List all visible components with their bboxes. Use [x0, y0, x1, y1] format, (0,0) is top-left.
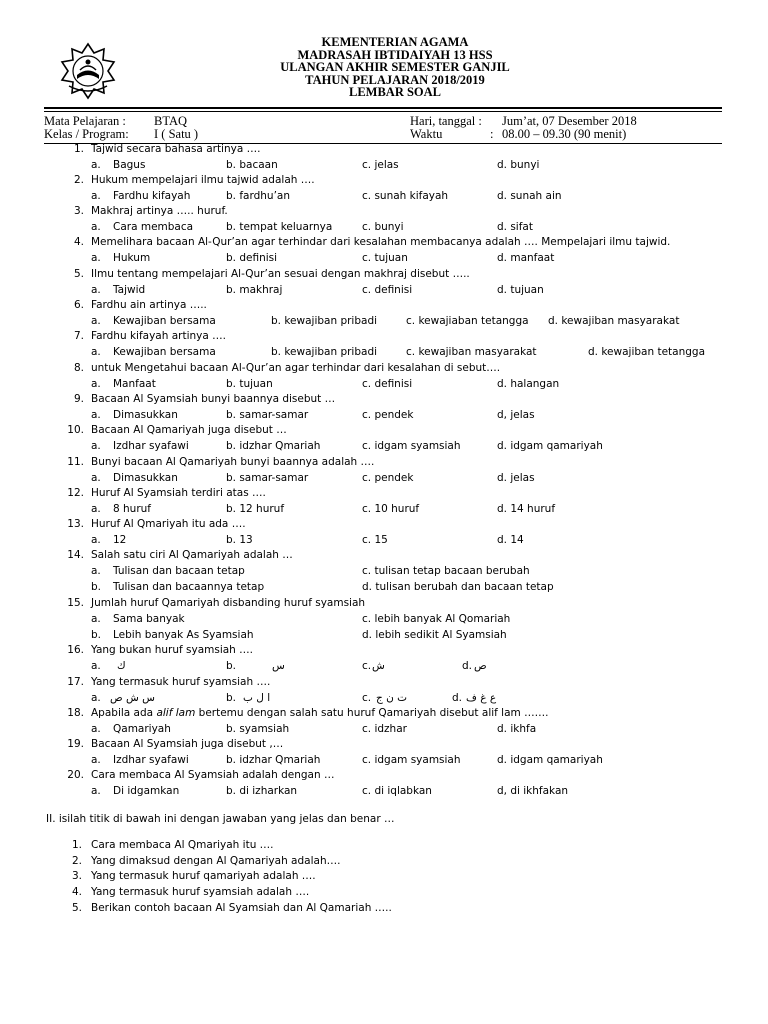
option-a-label: a. — [91, 472, 101, 484]
option-c-text: c. kewajiban masyarakat — [406, 346, 537, 358]
option-b-text: b. kewajiban pribadi — [271, 315, 378, 327]
option-a-text: Fardhu kifayah — [113, 190, 191, 202]
option-c-text: c. sunah kifayah — [362, 190, 449, 202]
option-b-text: b. syamsiah — [226, 723, 290, 735]
option-a-text: Manfaat — [113, 378, 156, 390]
question-text: Fardhu ain artinya ….. — [91, 299, 207, 311]
essay-question-text: Cara membaca Al Qmariyah itu …. — [91, 839, 274, 851]
school-header — [0, 36, 768, 99]
sheet-title: LEMBAR SOAL — [348, 85, 442, 99]
option-b-text: b. 12 huruf — [226, 503, 285, 515]
option-a-text: Qamariyah — [113, 723, 171, 735]
option-b-text: b. di izharkan — [226, 785, 298, 797]
option-c-text: c. idgam syamsiah — [362, 754, 461, 766]
option-a-label: a. — [91, 221, 101, 233]
question-number: 2. — [73, 174, 84, 186]
question-text: untuk Mengetahui bacaan Al-Qur’an agar terhindar dari kesalahan di sebut…. — [91, 362, 501, 374]
option-d-text: d. idgam qamariyah — [497, 440, 603, 452]
question-number: 1. — [73, 143, 84, 155]
question-text: Cara membaca Al Syamsiah adalah dengan … — [91, 769, 335, 781]
option-c-text: c. jelas — [362, 159, 399, 171]
option-d-arabic: ع غ ف — [466, 692, 497, 704]
option-c-arabic: ت ن ج — [376, 692, 408, 704]
option-a-text: Izdhar syafawi — [113, 440, 189, 452]
question-text: Bacaan Al Syamsiah juga disebut ,… — [91, 738, 284, 750]
option-a-label: a. — [91, 660, 101, 672]
ministry-title: KEMENTERIAN AGAMA — [321, 35, 469, 49]
question-text: Yang termasuk huruf syamsiah …. — [91, 676, 271, 688]
question-text: Jumlah huruf Qamariyah disbanding huruf syamsiah — [91, 597, 366, 609]
option-a-label: a. — [91, 613, 101, 625]
option-a-arabic: ك — [117, 660, 126, 672]
essay-number: 1. — [71, 839, 82, 851]
option-c-arabic: ش — [372, 660, 385, 672]
question-text-part: bertemu dengan salah satu huruf Qamariyah disebut alif lam ……. — [195, 707, 549, 719]
option-d-text: d. sifat — [497, 221, 533, 233]
option-c-text: c. di iqlabkan — [362, 785, 432, 797]
question-text: Bacaan Al Syamsiah bunyi baannya disebut … — [91, 393, 336, 405]
question-number: 19. — [67, 738, 84, 750]
option-c-text: c. pendek — [362, 409, 414, 421]
time-value: 08.00 – 09.30 (90 menit) — [502, 127, 627, 141]
question-number: 4. — [73, 236, 84, 248]
option-c-text: c. pendek — [362, 472, 414, 484]
subject-label: Mata Pelajaran : — [44, 114, 126, 128]
option-a-label: a. — [91, 252, 101, 264]
option-c-text: c. bunyi — [362, 221, 404, 233]
option-d-text: d. ikhfa — [497, 723, 537, 735]
school-name: MADRASAH IBTIDAIYAH 13 HSS — [297, 47, 493, 62]
essay-question-text: Yang termasuk huruf syamsiah adalah …. — [91, 886, 310, 898]
date-value: Jum’at, 07 Desember 2018 — [502, 114, 637, 128]
option-c-text: c. 10 huruf — [362, 503, 420, 515]
option-c-text: c. definisi — [362, 284, 413, 296]
option-b-text: b. idzhar Qmariah — [226, 440, 321, 452]
option-d-text: d. halangan — [497, 378, 560, 390]
question-text: Huruf Al Syamsiah terdiri atas …. — [91, 487, 266, 499]
option-a-text: Dimasukkan — [113, 472, 178, 484]
option-b-label: b. — [91, 629, 102, 641]
option-b-text: b. kewajiban pribadi — [271, 346, 378, 358]
option-b-text: b. fardhu’an — [226, 190, 291, 202]
question-number: 12. — [67, 487, 84, 499]
option-b-label: b. — [91, 581, 102, 593]
option-c-text: c. kewajiaban tetangga — [406, 315, 529, 327]
option-d-text: d. manfaat — [497, 252, 555, 264]
question-text: Yang bukan huruf syamsiah …. — [91, 644, 254, 656]
option-d-text: d. bunyi — [497, 159, 540, 171]
question-text: Fardhu kifayah artinya …. — [91, 330, 226, 342]
question-number: 13. — [67, 518, 84, 530]
question-text: Huruf Al Qmariyah itu ada …. — [91, 518, 246, 530]
question-number: 20. — [67, 769, 84, 781]
option-b-text: b. makhraj — [226, 284, 283, 296]
option-d-text: d. kewajiban masyarakat — [548, 315, 680, 327]
option-d-text: d, di ikhfakan — [497, 785, 569, 797]
option-a-text: Di idgamkan — [113, 785, 180, 797]
essay-number: 4. — [71, 886, 82, 898]
option-d-text: d. tujuan — [497, 284, 544, 296]
option-b-text: b. tempat keluarnya — [226, 221, 333, 233]
class-label: Kelas / Program: — [44, 127, 129, 141]
option-a-label: a. — [91, 692, 101, 704]
essay-number: 3. — [71, 870, 82, 882]
class-value: I ( Satu ) — [154, 127, 199, 141]
option-b-text: Tulisan dan bacaannya tetap — [113, 581, 265, 593]
question-text: Salah satu ciri Al Qamariyah adalah … — [91, 549, 293, 561]
question-text — [91, 707, 548, 720]
question-number: 9. — [73, 393, 84, 405]
option-a-label: a. — [91, 440, 101, 452]
option-a-label: a. — [91, 378, 101, 390]
option-d-text: d. 14 — [497, 534, 524, 546]
header-divider-thin — [44, 111, 722, 112]
option-a-text: Tulisan dan bacaan tetap — [113, 565, 245, 577]
option-a-label: a. — [91, 346, 101, 358]
option-a-label: a. — [91, 534, 101, 546]
time-separator: : — [490, 127, 494, 141]
option-c-label: c. — [362, 660, 372, 672]
question-number: 5. — [73, 268, 84, 280]
time-label: Waktu — [410, 127, 443, 141]
option-d-text: d. idgam qamariyah — [497, 754, 603, 766]
option-c-text: c. idzhar — [362, 723, 407, 735]
essay-question-text: Yang dimaksud dengan Al Qamariyah adalah…. — [91, 855, 341, 867]
option-a-label: a. — [91, 284, 101, 296]
option-b-text: Lebih banyak As Syamsiah — [113, 629, 254, 641]
option-d-text: d. sunah ain — [497, 190, 562, 202]
question-number: 10. — [67, 424, 84, 436]
option-a-label: a. — [91, 754, 101, 766]
question-text: Memelihara bacaan Al-Qur’an agar terhindar dari kesalahan membacanya adalah …. Mempelajari ilmu tajwid. — [91, 236, 671, 248]
option-d-text: d. jelas — [497, 472, 535, 484]
option-a-text: 12 — [113, 534, 127, 546]
question-text: Makhraj artinya ….. huruf. — [91, 205, 228, 217]
option-b-text: b. 13 — [226, 534, 253, 546]
option-a-text: Hukum — [113, 252, 151, 264]
question-number: 7. — [73, 330, 84, 342]
option-c-text: c. lebih banyak Al Qomariah — [362, 613, 511, 625]
question-text: Bunyi bacaan Al Qamariyah bunyi baannya adalah …. — [91, 456, 375, 468]
essay-question-text: Yang termasuk huruf qamariyah adalah …. — [91, 870, 316, 882]
question-text-emphasis: alif lam — [156, 707, 196, 719]
essay-number: 2. — [71, 855, 82, 867]
option-d-label: d. — [452, 692, 463, 704]
option-a-text: Kewajiban bersama — [113, 315, 216, 327]
option-c-text: c. tujuan — [362, 252, 408, 264]
question-number: 11. — [67, 456, 84, 468]
option-b-text: b. bacaan — [226, 159, 278, 171]
question-number: 6. — [73, 299, 84, 311]
question-text: Ilmu tentang mempelajari Al-Qur’an sesuai dengan makhraj disebut ….. — [91, 268, 470, 280]
section2-title: II. isilah titik di bawah ini dengan jawaban yang jelas dan benar … — [46, 813, 395, 825]
option-a-label: a. — [91, 315, 101, 327]
option-a-text: Dimasukkan — [113, 409, 178, 421]
question-text: Hukum mempelajari ilmu tajwid adalah …. — [91, 174, 315, 186]
option-a-label: a. — [91, 190, 101, 202]
option-c-text: c. idgam syamsiah — [362, 440, 461, 452]
option-b-arabic: ا ل ب — [243, 692, 271, 704]
date-label: Hari, tanggal : — [410, 114, 482, 128]
option-c-text: c. 15 — [362, 534, 388, 546]
question-text: Bacaan Al Qamariyah juga disebut … — [91, 424, 287, 436]
option-a-label: a. — [91, 565, 101, 577]
subject-value: BTAQ — [154, 114, 188, 128]
option-a-text: Izdhar syafawi — [113, 754, 189, 766]
option-a-label: a. — [91, 723, 101, 735]
option-b-label: b. — [226, 660, 237, 672]
question-text: Tajwid secara bahasa artinya …. — [91, 143, 261, 155]
question-number: 8. — [73, 362, 84, 374]
option-c-label: c. — [362, 692, 372, 704]
option-d-label: d. — [462, 660, 473, 672]
header-divider — [44, 107, 722, 109]
option-d-text: d. lebih sedikit Al Syamsiah — [362, 629, 507, 641]
option-a-label: a. — [91, 409, 101, 421]
question-number: 17. — [67, 676, 84, 688]
option-b-text: b. idzhar Qmariah — [226, 754, 321, 766]
essay-number: 5. — [71, 902, 82, 914]
question-number: 16. — [67, 644, 84, 656]
option-a-text: Bagus — [113, 159, 146, 171]
question-number: 15. — [67, 597, 84, 609]
question-number: 3. — [73, 205, 84, 217]
option-a-label: a. — [91, 159, 101, 171]
option-b-text: b. definisi — [226, 252, 278, 264]
exam-title: ULANGAN AKHIR SEMESTER GANJIL — [280, 60, 510, 74]
option-c-text: c. definisi — [362, 378, 413, 390]
option-d-text: d. kewajiban tetangga — [588, 346, 706, 358]
option-b-arabic: س — [272, 660, 285, 672]
question-number: 14. — [67, 549, 84, 561]
option-b-text: b. tujuan — [226, 378, 273, 390]
option-b-text: b. samar-samar — [226, 472, 309, 484]
option-a-text: Kewajiban bersama — [113, 346, 216, 358]
option-b-text: b. samar-samar — [226, 409, 309, 421]
option-d-text: d. tulisan berubah dan bacaan tetap — [362, 581, 554, 593]
option-a-text: Tajwid — [113, 284, 146, 296]
essay-question-text: Berikan contoh bacaan Al Syamsiah dan Al Qamariah ….. — [91, 902, 392, 914]
question-text-part: Apabila ada — [91, 707, 157, 719]
academic-year: TAHUN PELAJARAN 2018/2019 — [305, 72, 485, 87]
option-c-text: c. tulisan tetap bacaan berubah — [362, 565, 530, 577]
option-b-label: b. — [226, 692, 237, 704]
option-d-text: d. 14 huruf — [497, 503, 556, 515]
option-a-text: Sama banyak — [113, 613, 185, 625]
option-a-arabic: س ش ص — [110, 692, 156, 704]
option-a-label: a. — [91, 785, 101, 797]
option-d-arabic: ص — [474, 660, 487, 672]
option-a-text: Cara membaca — [113, 221, 194, 233]
option-d-text: d, jelas — [497, 409, 535, 421]
option-a-text: 8 huruf — [113, 503, 151, 515]
question-number: 18. — [67, 707, 84, 719]
option-a-label: a. — [91, 503, 101, 515]
